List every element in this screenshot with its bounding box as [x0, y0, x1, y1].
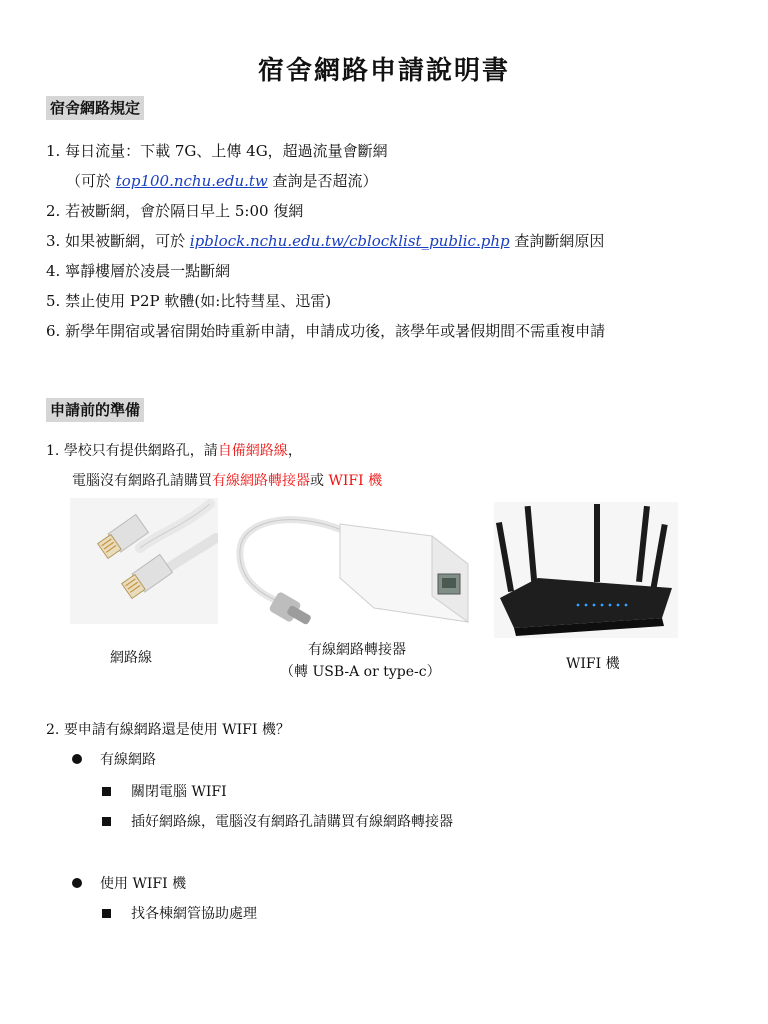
rule-text-suffix: 查詢斷網原因 — [509, 232, 605, 250]
usb-ethernet-adapter-image — [232, 510, 482, 630]
rule-text: 若被斷網，會於隔日早上 5:00 復網 — [65, 202, 304, 220]
section-heading-rules: 宿舍網路規定 — [46, 96, 144, 120]
wired-step-1 — [102, 782, 227, 802]
rule-item-5 — [46, 291, 331, 311]
bullet-dot-icon — [72, 878, 82, 888]
rule-text: 每日流量：下載 7G、上傳 4G，超過流量會斷網 — [65, 142, 388, 160]
wifi-router-image — [494, 502, 678, 638]
step-text: 找各棟網管協助處理 — [131, 906, 257, 922]
rule-item-6 — [46, 321, 605, 341]
prep-item-2 — [46, 720, 290, 740]
rule-number: 3. — [46, 232, 61, 250]
step-text: 插好網路線，電腦沒有網路孔請購買有線網路轉接器 — [131, 814, 453, 830]
note-prefix: （可於 — [66, 172, 116, 190]
prep-highlight-adapter: 有線網路轉接器 — [212, 473, 310, 489]
prep-highlight-wifi: WIFI 機 — [328, 473, 383, 489]
option-wired — [72, 750, 156, 770]
section-heading-prep: 申請前的準備 — [46, 398, 144, 422]
caption-router: WIFI 機 — [566, 656, 620, 672]
traffic-query-link[interactable]: top100.nchu.edu.tw — [115, 172, 268, 190]
prep-text-comma: ， — [287, 443, 302, 459]
ethernet-cable-image — [70, 498, 218, 624]
prep-text: 學校只有提供網路孔，請 — [63, 443, 218, 459]
option-wifi — [72, 874, 186, 894]
prep-item-1-line-2 — [72, 471, 382, 491]
step-text: 關閉電腦 WIFI — [131, 784, 227, 800]
prep-text-or: 或 — [310, 473, 329, 489]
prep-highlight-cable: 自備網路線 — [217, 443, 288, 459]
rule-text: 寧靜樓層於凌晨一點斷網 — [65, 262, 231, 280]
rule-number: 2. — [46, 202, 61, 220]
ipblock-link[interactable]: ipblock.nchu.edu.tw/cblocklist_public.php — [189, 232, 510, 250]
caption-adapter-line-1: 有線網路轉接器 — [308, 642, 406, 658]
caption-cable: 網路線 — [110, 650, 152, 666]
rule-item-2 — [46, 201, 303, 221]
option-label: 有線網路 — [100, 752, 156, 768]
rule-item-1 — [46, 141, 388, 161]
rule-text: 新學年開宿或暑宿開始時重新申請，申請成功後，該學年或暑假期間不需重複申請 — [65, 322, 606, 340]
rule-number: 6. — [46, 322, 61, 340]
rule-text: 禁止使用 P2P 軟體(如:比特彗星、迅雷) — [65, 292, 332, 310]
document-title: 宿舍網路申請說明書 — [257, 56, 510, 86]
wired-step-2 — [102, 812, 453, 832]
rule-number: 1. — [46, 142, 61, 160]
bullet-dot-icon — [72, 754, 82, 764]
option-label: 使用 WIFI 機 — [100, 876, 187, 892]
caption-adapter-line-2: （轉 USB-A or type-c） — [280, 664, 441, 680]
prep-question: 要申請有線網路還是使用 WIFI 機？ — [63, 722, 290, 738]
bullet-square-icon — [102, 909, 111, 918]
rule-number: 5. — [46, 292, 61, 310]
prep-number: 2. — [46, 722, 60, 738]
rule-text: 如果被斷網，可於 — [65, 232, 190, 250]
rule-item-4 — [46, 261, 230, 281]
rule-item-3 — [46, 231, 604, 251]
rule-number: 4. — [46, 262, 61, 280]
prep-text: 電腦沒有網路孔請購買 — [72, 473, 212, 489]
prep-item-1-line-1 — [46, 441, 302, 461]
bullet-square-icon — [102, 787, 111, 796]
bullet-square-icon — [102, 817, 111, 826]
prep-number: 1. — [46, 443, 60, 459]
rule-item-1-note — [66, 171, 378, 191]
note-suffix: 查詢是否超流） — [267, 172, 378, 190]
wifi-step-1 — [102, 904, 257, 924]
